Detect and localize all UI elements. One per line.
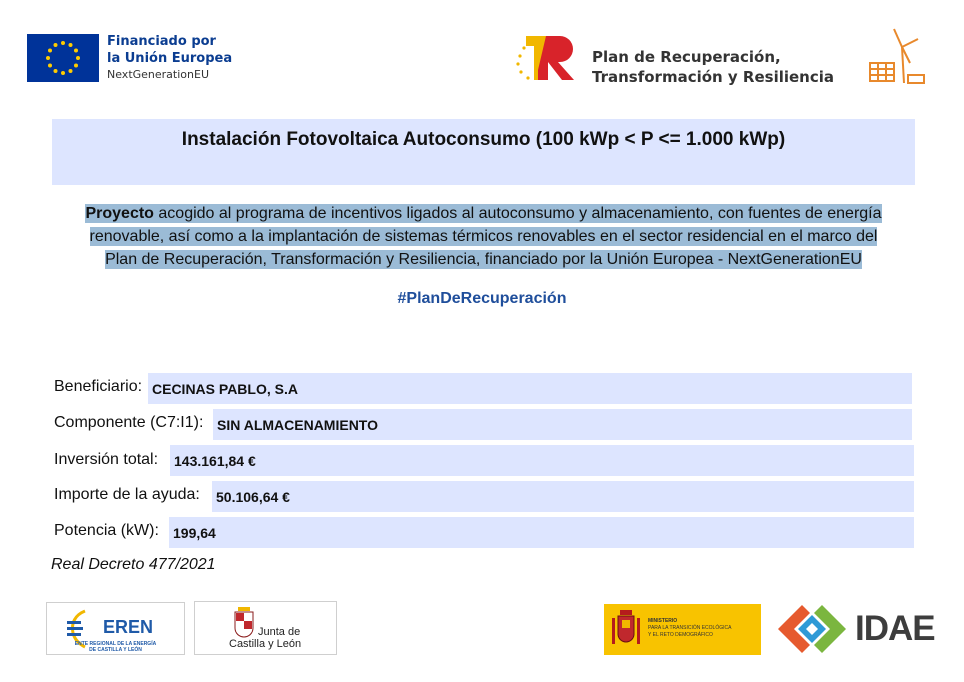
potencia-value: 199,64 — [169, 517, 914, 548]
jcl-text — [255, 626, 300, 638]
jcl-shield-icon — [233, 606, 255, 640]
ministerio-line-3: Y EL RETO DEMOGRÁFICO — [648, 632, 713, 638]
prtr-line-2: Transformación y Resiliencia — [592, 68, 835, 86]
project-line-2: renovable, así como a la implantación de sistemas térmicos renovables en el sector residencial en el marco del — [89, 228, 878, 245]
jcl-line-2: Castilla y León — [229, 638, 302, 650]
componente-label: Componente (C7:I1): — [54, 414, 204, 431]
componente-value: SIN ALMACENAMIENTO — [213, 409, 912, 440]
eren-subtitle-1: ENTE REGIONAL DE LA ENERGÍA — [74, 641, 157, 647]
spain-coat-of-arms-icon — [610, 608, 642, 650]
prtr-text — [592, 47, 834, 87]
ministerio-line-2: PARA LA TRANSICIÓN ECOLÓGICA — [648, 625, 732, 631]
eren-logo — [46, 602, 185, 655]
project-line-1-text: acogido al programa de incentivos ligados al autoconsumo y almacenamiento, con fuentes de energía — [153, 205, 882, 222]
jcl-line-1: Junta de — [258, 626, 301, 638]
eren-subtitle — [49, 641, 182, 653]
ministerio-logo — [604, 604, 761, 655]
jcl-logo — [194, 601, 337, 655]
importe-value: 50.106,64 € — [212, 481, 914, 512]
eu-flag-icon — [27, 34, 99, 82]
eu-line-2: la Unión Europea — [107, 51, 233, 66]
decree-text: Real Decreto 477/2021 — [51, 556, 216, 573]
ministerio-text — [648, 618, 731, 639]
beneficiario-value: CECINAS PABLO, S.A — [148, 373, 912, 404]
eu-line-1: Financiado por — [107, 34, 216, 49]
eren-name: EREN — [103, 617, 154, 637]
project-line-3: Plan de Recuperación, Transformación y Resiliencia, financiado por la Unión Europea - NextGenerationEU — [105, 251, 862, 268]
beneficiario-label: Beneficiario: — [54, 378, 143, 395]
prtr-logo-icon — [512, 30, 580, 88]
idae-logo-icon — [776, 603, 848, 655]
potencia-label: Potencia (kW): — [54, 522, 159, 539]
title-panel — [52, 119, 915, 185]
importe-label: Importe de la ayuda: — [54, 486, 200, 503]
eu-funding-text — [107, 33, 232, 83]
eu-line-3: NextGenerationEU — [107, 68, 209, 81]
page-title: Instalación Fotovoltaica Autoconsumo (100 kWp < P <= 1.000 kWp) — [181, 129, 786, 150]
wind-solar-icon — [864, 25, 932, 91]
idae-name: IDAE — [855, 609, 935, 648]
prtr-line-1: Plan de Recuperación, — [592, 48, 781, 66]
ministerio-line-1: MINISTERIO — [648, 618, 678, 624]
inversion-label: Inversión total: — [54, 451, 159, 468]
inversion-value: 143.161,84 € — [170, 445, 914, 476]
project-description — [52, 202, 915, 271]
hashtag: #PlanDeRecuperación — [397, 290, 567, 307]
project-line-1 — [85, 204, 881, 223]
project-lead: Proyecto — [85, 205, 154, 222]
eren-subtitle-2: DE CASTILLA Y LEÓN — [89, 647, 142, 653]
